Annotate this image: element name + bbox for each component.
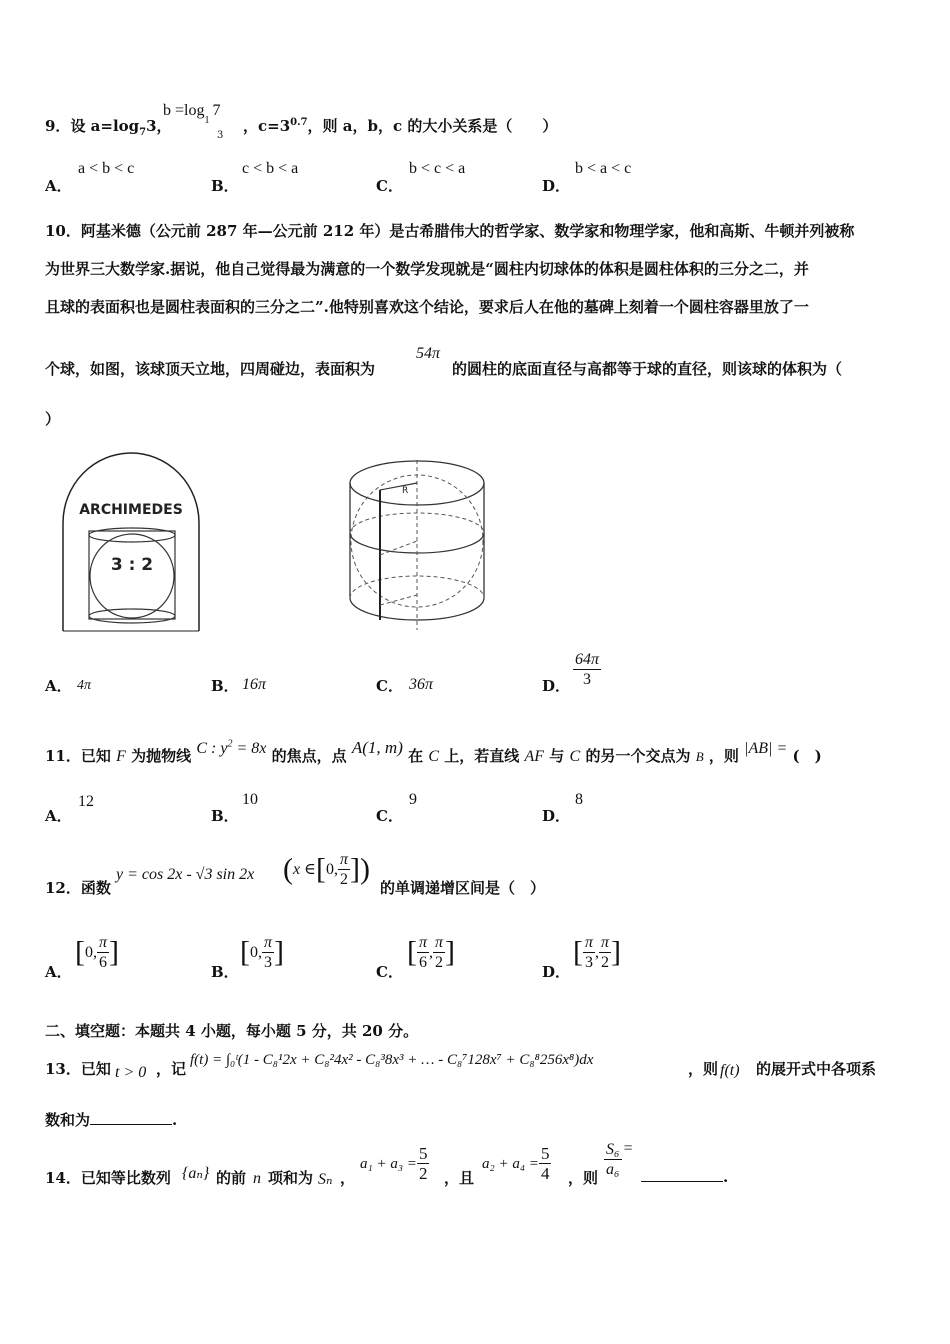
- q9-b-base-den: 3: [217, 130, 224, 141]
- q10-option-a-text: 4π: [77, 678, 92, 693]
- q10-line-1: 10．阿基米德（公元前 287 年—公元前 212 年）是古希腊伟大的哲学家、数学家和物理学家，他和高斯、牛顿并列被称: [45, 222, 855, 240]
- q13-number: 13．已知: [45, 1060, 111, 1078]
- q9-option-a-text: a < b < c: [78, 160, 135, 177]
- q12-option-c-label[interactable]: C．: [376, 963, 403, 981]
- q14-ratio: $\frac{\text{S₆}}{\text{a₆}}$ =: [606, 1140, 633, 1178]
- q12-option-a-interval: [0, $\frac{\pi}{6}$ ]: [75, 934, 120, 971]
- q11-option-d-label[interactable]: D．: [542, 807, 571, 825]
- q9-b-expression: $b =\log_17$: [163, 102, 221, 126]
- cylinder-radius-label: R: [402, 486, 409, 496]
- section-2-heading: 二、填空题：本题共 4 小题，每小题 5 分，共 20 分。: [45, 1022, 419, 1040]
- q12-option-d-label[interactable]: D．: [542, 963, 571, 981]
- q9-option-a-label[interactable]: A．: [45, 177, 72, 195]
- q12-tail: 的单调递增区间是（ ）: [380, 879, 546, 897]
- q9-stem: 9．设 $a=\log_73$，: [45, 117, 172, 138]
- q10-option-d-label[interactable]: D．: [542, 677, 571, 695]
- q14-answer-blank[interactable]: [641, 1167, 723, 1182]
- q11-option-d-text: 8: [575, 791, 583, 808]
- q13-line-2: 数和为 .: [45, 1111, 178, 1129]
- q12-option-b-label[interactable]: B．: [211, 963, 239, 981]
- q12-function: y = cos 2x - √3 sin 2x: [116, 866, 255, 883]
- q10-option-c-label[interactable]: C．: [376, 677, 403, 695]
- q9-option-b-label[interactable]: B．: [211, 177, 239, 195]
- q10-option-c-text: 36π: [409, 676, 434, 693]
- tomb-ratio: 3 : 2: [110, 555, 154, 575]
- q9-option-b-text: c < b < a: [242, 160, 299, 177]
- q14-n: n: [253, 1170, 261, 1187]
- q12-number: 12．函数: [45, 879, 111, 897]
- q11-stem: 11．已知 F 为抛物线 C : $y^2 = 8x$ 的焦点，点 A(1, m) 在 C 上，若直线 AF 与 C 的另一个交点为 B ，则 |AB| = ( ): [45, 738, 822, 765]
- q13-ft: f(t): [720, 1062, 740, 1079]
- q14-t4: ，且: [444, 1169, 475, 1187]
- q11-option-b-text: 10: [242, 791, 258, 808]
- q11-option-c-label[interactable]: C．: [376, 807, 403, 825]
- q10-option-b-text: 16π: [242, 676, 267, 693]
- tomb-title: ARCHIMEDES: [79, 502, 183, 518]
- q9-option-d-label[interactable]: D．: [542, 177, 571, 195]
- q11-option-a-label[interactable]: A．: [45, 807, 72, 825]
- q14-sum: Sₙ: [318, 1171, 333, 1188]
- q13-t1: ，记: [156, 1060, 187, 1078]
- q12-option-a-label[interactable]: A．: [45, 963, 72, 981]
- q10-option-b-label[interactable]: B．: [211, 677, 239, 695]
- q12-option-d-interval: [ $\frac{\pi}{3}$ , $\frac{\pi}{2}$ ]: [573, 934, 622, 971]
- q14-t5: ，则: [568, 1169, 599, 1187]
- q10-option-a-label[interactable]: A．: [45, 677, 72, 695]
- q13-t3: 的展开式中各项系: [756, 1060, 877, 1078]
- q10-line-4-pre: 个球，如图，该球顶天立地，四周碰边，表面积为: [45, 360, 376, 378]
- q12-domain: (x ∈[0, $\frac{\pi}{2}$ ]): [283, 851, 370, 888]
- cylinder-sphere-figure: [345, 455, 490, 635]
- q14-answer-line: .: [641, 1167, 728, 1186]
- q14-equation-2: a₂ + a₄ = $\frac{5}{4}$: [482, 1144, 550, 1183]
- q10-option-d-fraction: $\frac{64\pi}{3}$: [575, 651, 600, 688]
- q9-option-d-text: b < a < c: [575, 160, 632, 177]
- q14-number: 14．已知等比数列: [45, 1169, 171, 1187]
- q11-option-c-text: 9: [409, 791, 417, 808]
- q12-option-b-interval: [0, $\frac{\pi}{3}$ ]: [240, 934, 285, 971]
- q9-stem-tail: ，$c=3^{0.7}$，则 a，b，c 的大小关系是（ ）: [243, 117, 558, 135]
- q10-line-4-post: 的圆柱的底面直径与高都等于球的直径，则该球的体积为（: [452, 360, 843, 378]
- q10-surface-area: 54π: [416, 345, 441, 362]
- q13-formula: f(t) = ∫₀ᵗ(1 - C₈¹2x + C₈²4x² - C₈³8x³ + … - C₈⁷128x⁷ + C₈⁸256x⁸)dx: [190, 1052, 594, 1068]
- q14-t3: ，: [340, 1169, 356, 1187]
- q14-sequence: {aₙ}: [182, 1165, 210, 1182]
- q13-t2: ，则: [688, 1060, 719, 1078]
- q9-option-c-label[interactable]: C．: [376, 177, 403, 195]
- q13-condition: t > 0: [115, 1064, 147, 1081]
- archimedes-tomb-figure: [60, 448, 205, 633]
- q10-line-5: ）: [45, 410, 61, 428]
- q14-t1: 的前: [216, 1169, 247, 1187]
- q12-option-c-interval: [ $\frac{\pi}{6}$ , $\frac{\pi}{2}$ ]: [407, 934, 456, 971]
- q11-option-a-text: 12: [78, 793, 94, 810]
- q14-t2: 项和为: [268, 1169, 314, 1187]
- q14-equation-1: a₁ + a₃ = $\frac{5}{2}$: [360, 1144, 428, 1183]
- q10-line-2: 为世界三大数学家.据说，他自己觉得最为满意的一个数学发现就是“圆柱内切球体的体积是圆柱体积的三分之二，并: [45, 260, 809, 278]
- q13-answer-blank[interactable]: [90, 1110, 172, 1125]
- q10-line-3: 且球的表面积也是圆柱表面积的三分之二”.他特别喜欢这个结论，要求后人在他的墓碑上刻着一个圆柱容器里放了一: [45, 298, 809, 316]
- q11-option-b-label[interactable]: B．: [211, 807, 239, 825]
- q9-option-c-text: b < c < a: [409, 160, 466, 177]
